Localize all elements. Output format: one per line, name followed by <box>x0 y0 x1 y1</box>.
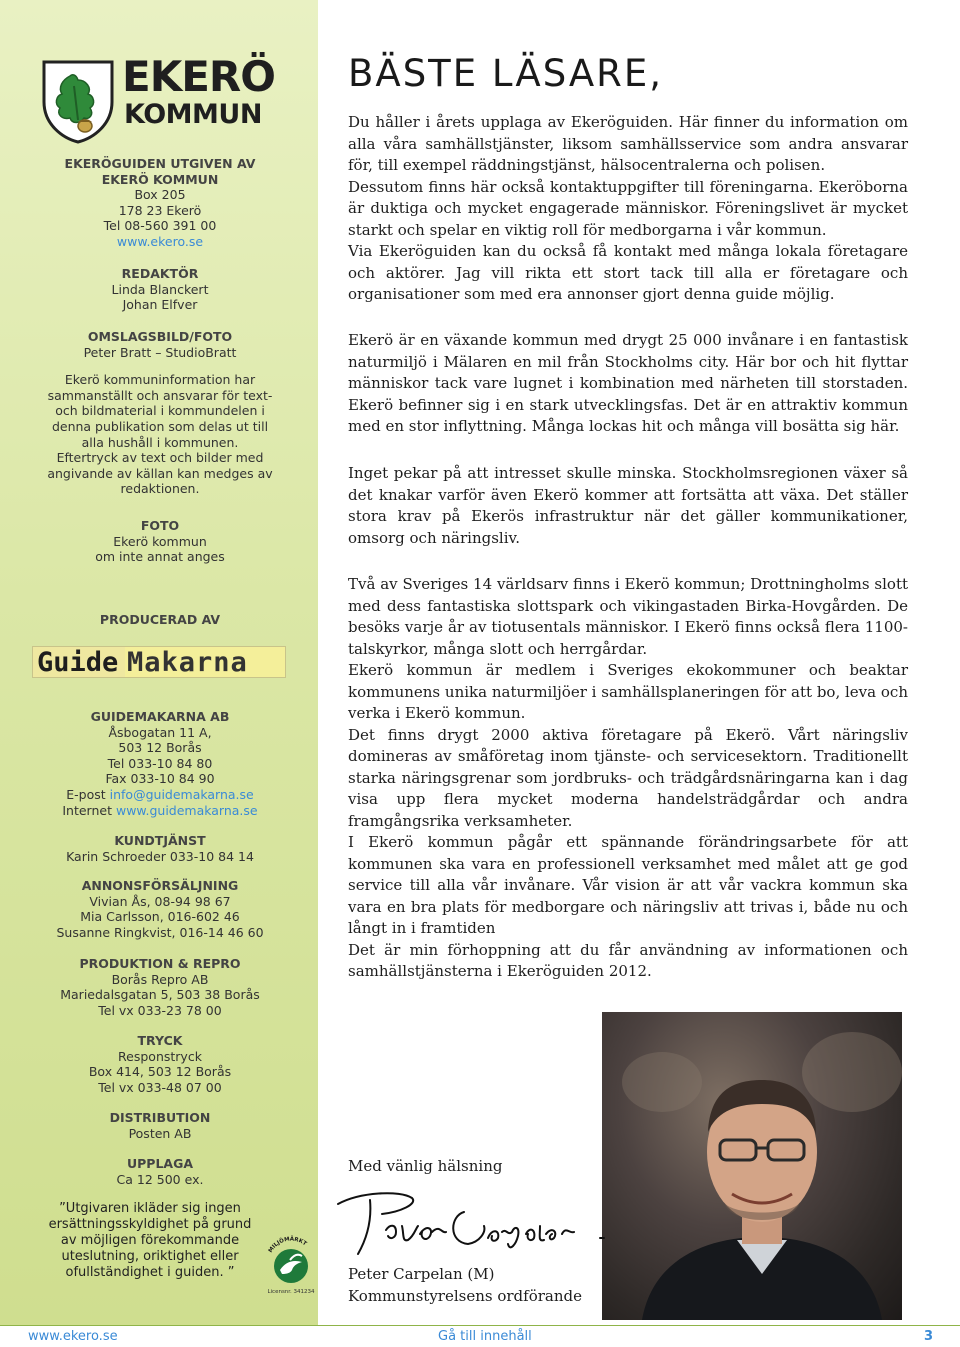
closing-block <box>348 1156 588 1178</box>
paragraph-text: Det finns drygt 2000 aktiva företagare på Ekerö. Vårt näringsliv domineras av småföretag inom tjänste- och servicesektorn. Traditionellt starka näringsgrenar som jordbruks- och trädgårdsnäringarna kan i dag visa upp flera mycket moderna handelsträdgårdar och andra framgångsrika verksamheter. <box>348 725 908 830</box>
portrait-photo <box>602 1012 902 1320</box>
production-block <box>30 956 290 1018</box>
disclaimer-line: ofullständighet i guiden. ” <box>65 1265 235 1280</box>
cover-info-line: denna publikation som delas ut till <box>51 418 269 434</box>
disclaimer-line: ersättningsskyldighet på grund <box>48 1217 252 1232</box>
print-block <box>40 1033 280 1095</box>
guidemakarna-line: Tel 033-10 84 80 <box>107 755 213 771</box>
sidebar <box>0 0 318 1325</box>
signer-block <box>348 1264 608 1307</box>
cover-info-line: Eftertryck av text och bilder med <box>56 450 264 466</box>
print-line: Tel vx 033-48 07 00 <box>98 1079 222 1095</box>
distribution-line: Posten AB <box>128 1125 192 1141</box>
guidemakarna-heading: GUIDEMAKARNA AB <box>90 709 230 724</box>
closing-greeting: Med vänlig hälsning <box>348 1157 503 1175</box>
swan-ecolabel-icon <box>262 1222 320 1298</box>
ecolabel-license: Licensnr. 341234 <box>267 1289 315 1295</box>
oak-leaf-shield-icon <box>40 58 116 144</box>
portrait-illustration <box>602 1012 902 1320</box>
logo-part-makarna: Makarna <box>127 647 248 678</box>
guidemakarna-line: 503 12 Borås <box>118 740 202 756</box>
page-footer <box>0 1325 960 1347</box>
ads-line: Susanne Ringkvist, 016-14 46 60 <box>56 924 264 940</box>
photo-heading: FOTO <box>140 518 180 533</box>
logo-part-guide: Guide <box>37 647 119 678</box>
edition-line: Ca 12 500 ex. <box>116 1171 204 1187</box>
editor-name: Johan Elfver <box>122 297 198 313</box>
logo-wordmark-kommun: KOMMUN <box>124 99 262 130</box>
paragraph-text: Två av Sveriges 14 världsarv finns i Ekerö kommun; Drottningholms slott med dess fantastiska slottspark och vikingastaden Birka-Hovgården. De besöks varje år av tiotusentals människor. I Ekerö finns också flera 1100-talskyrkor, många slott och herrgårdar. <box>348 575 908 658</box>
production-line: Tel vx 033-23 78 00 <box>98 1002 222 1018</box>
customer-service-line: Karin Schroeder 033-10 84 14 <box>66 848 254 864</box>
distribution-block <box>40 1110 280 1141</box>
print-heading: TRYCK <box>137 1033 183 1048</box>
paragraph-text: Ekerö kommun är medlem i Sveriges ekokommuner och beaktar kommunens unika naturmiljöer i samhällsplaneringen för att bo, leva och verka i Ekerö kommun. <box>348 661 908 722</box>
guidemakarna-block <box>40 709 280 818</box>
production-heading: PRODUKTION & REPRO <box>79 956 241 971</box>
photo-line: Ekerö kommun <box>113 533 207 549</box>
cover-info-line: och bildmaterial i kommundelen i <box>55 403 265 419</box>
web-label: Internet <box>62 802 116 818</box>
photo-line: om inte annat anges <box>95 549 225 565</box>
ekero-kommun-logo[interactable] <box>40 50 280 142</box>
editor-heading: REDAKTÖR <box>121 266 199 281</box>
guidemakarna-line: Fax 033-10 84 90 <box>105 771 215 787</box>
cover-credit: Peter Bratt – StudioBratt <box>83 344 237 360</box>
publisher-url-link[interactable]: www.ekero.se <box>116 233 204 249</box>
publisher-block <box>40 156 280 250</box>
print-line: Responstryck <box>118 1048 202 1064</box>
publisher-line: 178 23 Ekerö <box>118 202 202 218</box>
footer-url-link[interactable]: www.ekero.se <box>28 1329 118 1344</box>
producer-heading: PRODUCERAD AV <box>99 612 221 627</box>
signer-name: Peter Carpelan (M) <box>348 1265 495 1283</box>
email-label: E-post <box>66 786 110 802</box>
paragraph-text: Ekerö är en växande kommun med drygt 25 000 invånare i en fantastisk naturmiljö i Mälaren en mil från Stockholms city. Här bor och hit flyttar människor tack vare lugnet i kombination med närheten till storstaden. Ekerö befinner sig i en stark utvecklingsfas. Det är en attraktiv kommun med en stor inflyttning. Många lockas hit och många vill bosätta sig här. <box>348 331 908 435</box>
cover-heading: OMSLAGSBILD/FOTO <box>87 329 233 344</box>
disclaimer-line: ”Utgivaren ikläder sig ingen <box>59 1201 241 1216</box>
paragraph-text: Inget pekar på att intresset skulle minska. Stockholmsregionen växer så det knakar varför även Ekerö kommer att fortsätta att växa. Det ställer stora krav på Ekerös infrastruktur när det gäller kommunikationer, omsorg och näringsliv. <box>348 464 908 547</box>
footer-divider <box>0 1325 960 1326</box>
ads-line: Mia Carlsson, 016-602 46 <box>80 909 240 925</box>
page-title: BÄSTE LÄSARE, <box>348 52 664 95</box>
production-line: Mariedalsgatan 5, 503 38 Borås <box>60 987 260 1003</box>
photo-block <box>40 518 280 565</box>
cover-info-line: redaktionen. <box>120 481 200 497</box>
cover-info-line: angivande av källan kan medges av <box>47 465 273 481</box>
customer-service-block <box>40 833 280 864</box>
customer-service-heading: KUNDTJÄNST <box>114 833 206 848</box>
signer-title: Kommunstyrelsens ordförande <box>348 1286 582 1305</box>
editor-name: Linda Blanckert <box>111 281 209 297</box>
guidemakarna-logo[interactable] <box>32 646 286 678</box>
production-line: Borås Repro AB <box>111 971 209 987</box>
guidemakarna-line: Åsbogatan 11 A, <box>108 724 212 740</box>
publisher-line: Box 205 <box>134 187 186 203</box>
goto-contents-link[interactable]: Gå till innehåll <box>438 1329 532 1344</box>
cover-info-line: alla hushåll i kommunen. <box>81 434 239 450</box>
disclaimer-line: av möjligen förekommande <box>60 1233 240 1248</box>
ecolabel-arc-text: MILJÖMÄRKT <box>267 1236 308 1254</box>
cover-info-line: sammanställt och ansvarar för text- <box>47 387 273 403</box>
ads-block <box>40 878 280 940</box>
page-number: 3 <box>924 1329 934 1344</box>
email-link[interactable]: info@guidemakarna.se <box>109 786 254 802</box>
disclaimer-line: uteslutning, oriktighet eller <box>61 1249 239 1264</box>
paragraph-text: I Ekerö kommun pågår ett spännande förändringsarbete för att kommunen ska vara en professionell verksamhet med målet att ge god service till alla vår invånare. Vår vision är att vår vackra kommun ska vara en bra plats för medborgare och näringsliv att trivas i, både nu och långt in i framtiden <box>348 833 908 937</box>
edition-block <box>40 1156 280 1187</box>
edition-heading: UPPLAGA <box>126 1156 194 1171</box>
print-line: Box 414, 503 12 Borås <box>88 1064 232 1080</box>
growth-paragraph <box>348 330 908 438</box>
handwritten-signature <box>330 1182 620 1262</box>
ads-line: Vivian Ås, 08-94 98 67 <box>89 893 231 909</box>
web-link[interactable]: www.guidemakarna.se <box>115 802 258 818</box>
publisher-line: Tel 08-560 391 00 <box>103 218 217 234</box>
intro-paragraph <box>348 112 908 306</box>
infrastructure-paragraph <box>348 463 908 549</box>
paragraph-text: Dessutom finns här också kontaktuppgifter till föreningarna. Ekeröborna är duktiga och mycket engagerade människor. Föreningslivet är mycket starkt och spelar en viktig roll för medborgarna i vår kommun. <box>348 177 908 239</box>
producer-block <box>40 612 280 628</box>
editor-block <box>40 266 280 313</box>
publisher-name: EKERÖ KOMMUN <box>101 171 219 187</box>
publisher-heading: EKERÖGUIDEN UTGIVEN AV <box>64 156 256 171</box>
cover-block <box>30 329 290 497</box>
ads-heading: ANNONSFÖRSÄLJNING <box>81 878 239 893</box>
logo-wordmark-ekero: EKERÖ <box>122 52 275 101</box>
heritage-paragraph <box>348 574 908 983</box>
distribution-heading: DISTRIBUTION <box>109 1110 211 1125</box>
paragraph-text: Du håller i årets upplaga av Ekeröguiden. Här finner du information om alla våra samhällstjänster, liksom samhällsservice som andra ansvarar för, till exempel räddningstjänst, hälsocentralerna och polisen. <box>348 113 908 174</box>
disclaimer-block <box>40 1201 260 1281</box>
paragraph-text: Via Ekeröguiden kan du också få kontakt med många lokala företagare och aktörer. Jag vill rikta ett stort tack till alla er företagare och organisationer som med era annonser gjort denna guide möjlig. <box>348 242 908 303</box>
paragraph-text: Det är min förhoppning att du får användning av informationen och samhällstjänsterna i Ekeröguiden 2012. <box>348 940 908 980</box>
cover-info-line: Ekerö kommuninformation har <box>64 372 256 388</box>
